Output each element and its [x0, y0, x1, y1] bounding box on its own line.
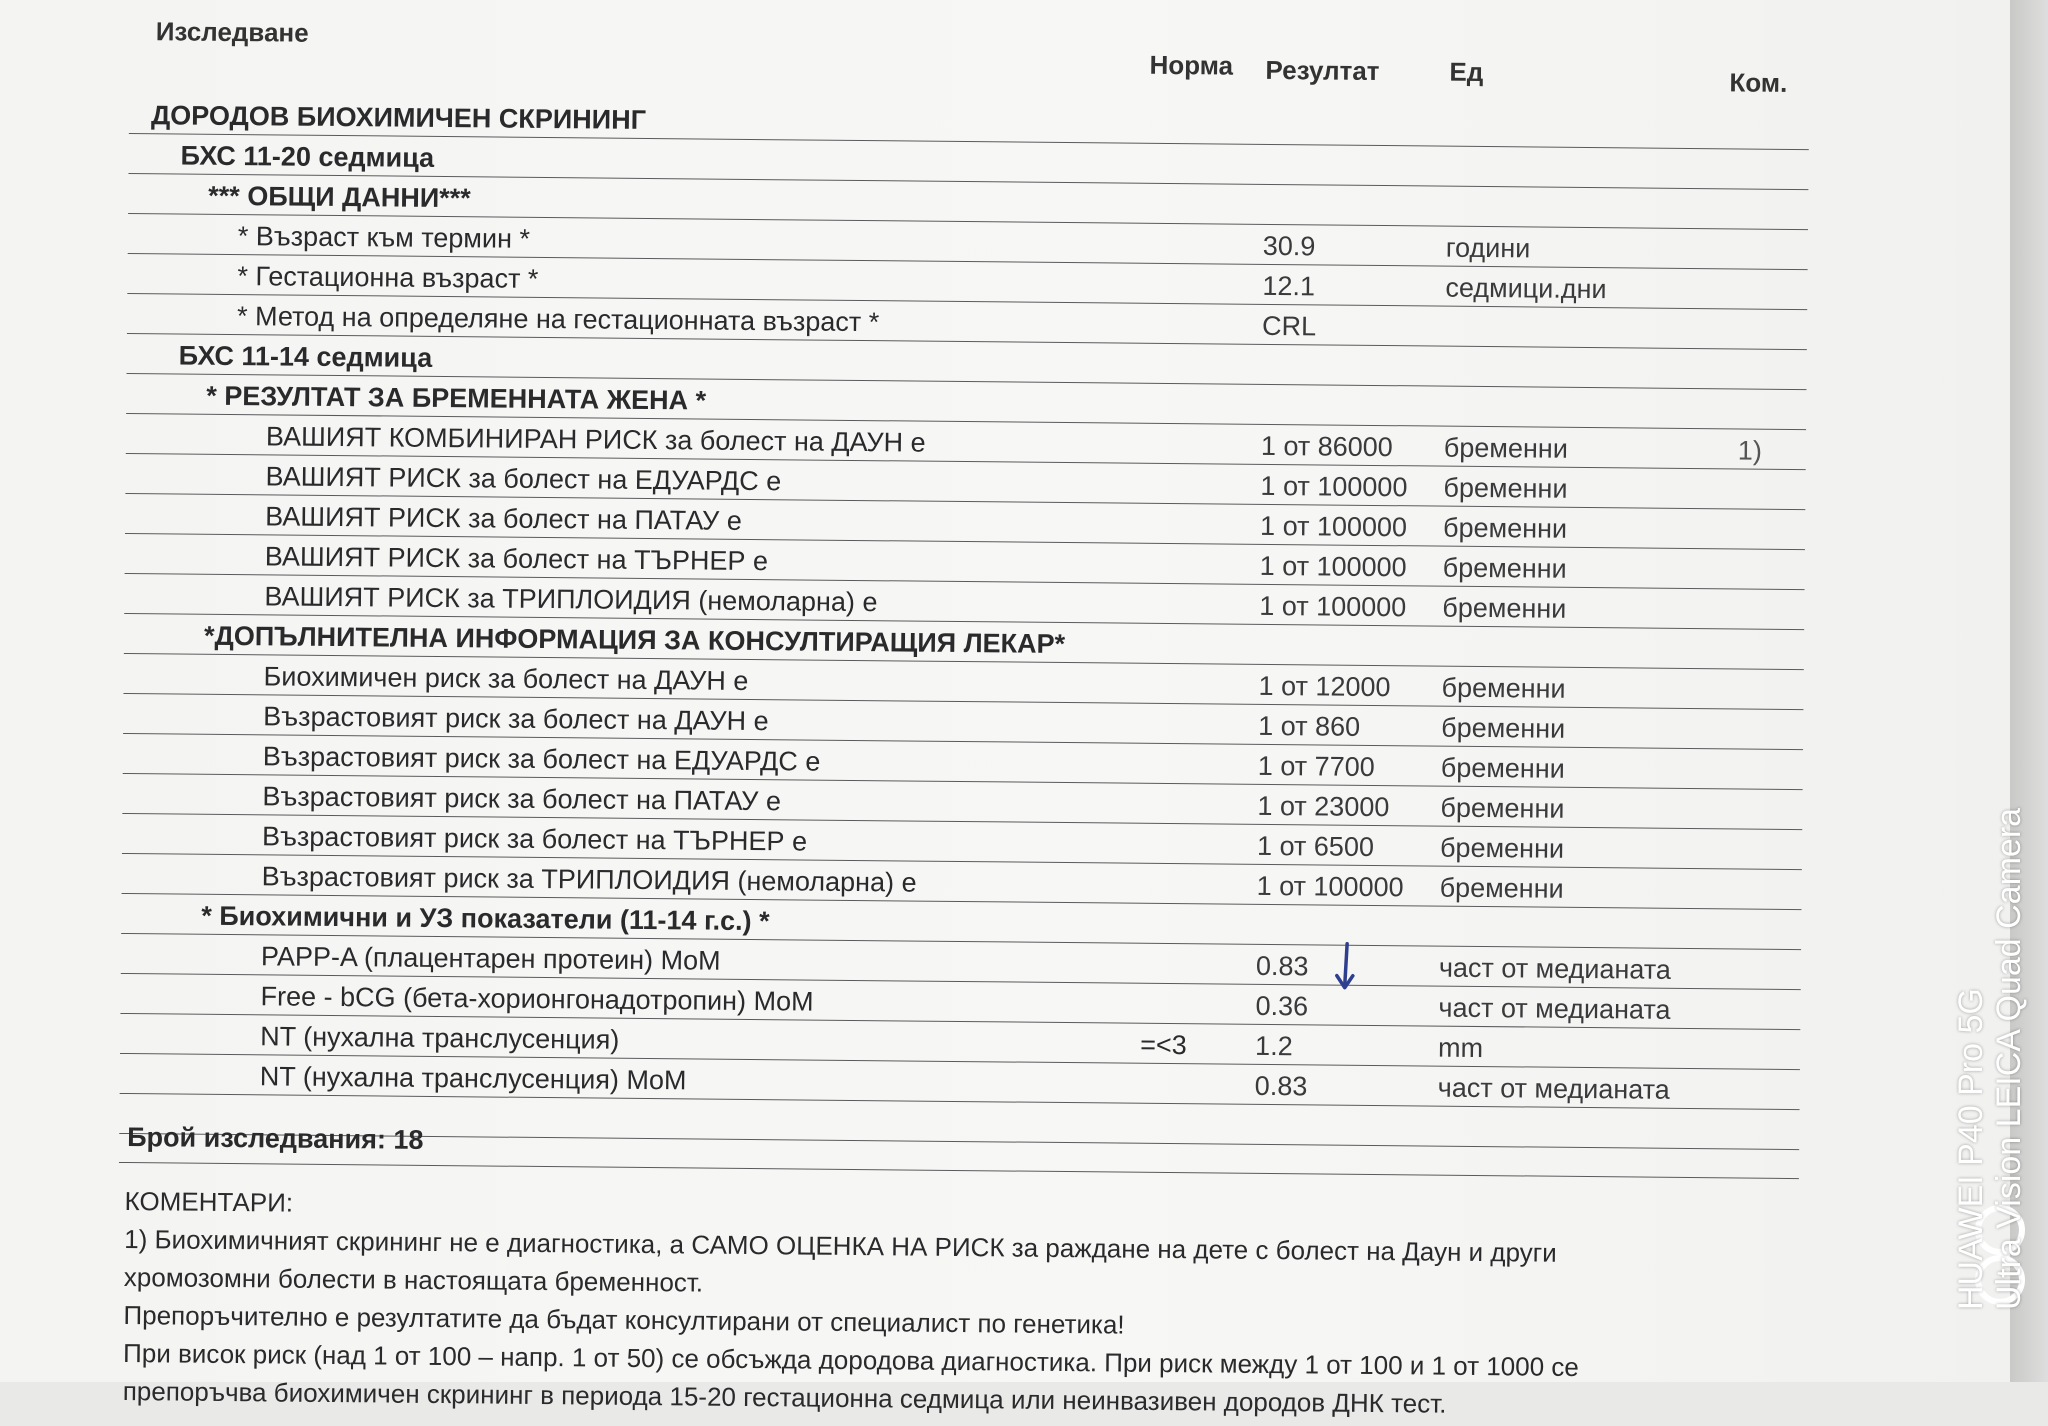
camera-watermark: [1952, 808, 2028, 1310]
row-result: 1 от 100000: [1259, 510, 1408, 543]
row-label: * Метод на определяне на гестационната възраст *: [236, 301, 880, 338]
row-unit: бременни: [1442, 512, 1568, 544]
row-label: ВАШИЯТ РИСК за болест на ПАТАУ е: [265, 501, 742, 536]
row-label: NT (нухална транслусенция) MoM: [259, 1061, 687, 1096]
row-unit: седмици.дни: [1445, 272, 1607, 305]
row-unit: бременни: [1443, 472, 1568, 504]
row-unit: бременни: [1443, 432, 1569, 464]
row-label: БХС 11-14 седмица: [178, 340, 433, 373]
row-result: 1 от 100000: [1256, 870, 1404, 903]
row-label: Възрастовият риск за болест на ТЪРНЕР е: [261, 821, 808, 857]
row-unit: бременни: [1440, 752, 1565, 784]
row-unit: mm: [1437, 1032, 1484, 1064]
row-unit: част от медианата: [1438, 952, 1672, 985]
row-label: Възрастовият риск за болест на ДАУН е: [263, 701, 769, 737]
row-result: 1 от 7700: [1257, 750, 1375, 782]
row-label: Биохимичен риск за болест на ДАУН е: [263, 661, 749, 696]
row-result: 1 от 86000: [1260, 430, 1393, 463]
row-result: 1.2: [1255, 1030, 1293, 1062]
row-label: *** ОБЩИ ДАННИ***: [208, 180, 471, 214]
col-header-norm: Норма: [1149, 49, 1234, 81]
study-count: Брой изследвания: 18: [127, 1122, 424, 1155]
row-result: 12.1: [1262, 270, 1316, 302]
row-result: 1 от 860: [1258, 710, 1361, 742]
row-result: 0.83: [1255, 950, 1309, 982]
row-unit: години: [1445, 232, 1531, 264]
row-label: БХС 11-20 седмица: [180, 140, 435, 173]
row-label: *ДОПЪЛНИТЕЛНА ИНФОРМАЦИЯ ЗА КОНСУЛТИРАЩИЯ ЛЕКАР*: [203, 620, 1066, 660]
divider: [119, 1162, 1799, 1179]
row-unit: бременни: [1439, 872, 1564, 904]
comment-paragraph: Препоръчително е резултатите да бъдат консултирани от специалист по генетика!: [123, 1299, 1125, 1340]
row-result: 0.36: [1255, 990, 1309, 1022]
row-label: * Възраст към термин *: [237, 221, 531, 254]
row-unit: част от медианата: [1437, 1072, 1670, 1105]
row-label: Free - bCG (бета-хорионгонадотропин) MoM: [260, 981, 814, 1017]
row-label: ВАШИЯТ КОМБИНИРАН РИСК за болест на ДАУН е: [265, 421, 926, 458]
watermark-line: HUAWEI P40 Pro 5G: [1952, 988, 1990, 1310]
col-header-unit: Ед: [1449, 56, 1484, 87]
col-header-study: Изследване: [155, 16, 309, 48]
comment-paragraph: препоръчва биохимичен скрининг в периода 15-20 гестационна седмица или неинвазивен дородов ДНК тест.: [122, 1375, 1447, 1419]
row-unit: бременни: [1441, 712, 1566, 744]
row-result: CRL: [1261, 310, 1317, 342]
row-result: 1 от 6500: [1256, 830, 1375, 862]
row-label: ДОРОДОВ БИОХИМИЧЕН СКРИНИНГ: [150, 100, 647, 135]
col-header-comment: Ком.: [1729, 67, 1788, 98]
watermark-line: Ultra Vision LEICA Quad Camera: [1990, 807, 2028, 1310]
row-label: Възрастовият риск за болест на ЕДУАРДС е: [262, 741, 821, 777]
comments-title: КОМЕНТАРИ:: [124, 1186, 294, 1218]
comments-section: [123, 1182, 1765, 1426]
row-label: Възрастовият риск за ТРИПЛОИДИЯ (немоларна) е: [261, 861, 917, 898]
row-comment: 1): [1737, 435, 1763, 466]
comment-paragraph: 1) Биохимичният скрининг не е диагностика, а САМО ОЦЕНКА НА РИСК за раждане на дете с болест на Даун и други: [124, 1224, 1557, 1268]
row-result: 0.83: [1254, 1070, 1308, 1102]
results-table: [119, 94, 1809, 1150]
row-norm: =<3: [1140, 1029, 1187, 1061]
col-header-result: Резултат: [1265, 54, 1380, 86]
row-label: ВАШИЯТ РИСК за ТРИПЛОИДИЯ (немоларна) е: [264, 581, 878, 618]
row-unit: бременни: [1441, 672, 1566, 704]
row-unit: бременни: [1442, 552, 1567, 584]
row-label: ВАШИЯТ РИСК за болест на ЕДУАРДС е: [265, 461, 782, 497]
row-result: 1 от 23000: [1257, 790, 1390, 823]
row-result: 1 от 100000: [1260, 470, 1408, 503]
row-result: 30.9: [1262, 230, 1316, 262]
row-unit: част от медианата: [1438, 992, 1671, 1025]
row-label: * РЕЗУЛТАТ ЗА БРЕМЕННАТА ЖЕНА *: [206, 380, 707, 416]
lab-report: [117, 14, 1810, 1419]
row-label: * Гестационна възраст *: [237, 261, 539, 294]
row-result: 1 от 12000: [1258, 670, 1391, 703]
row-label: * Биохимични и УЗ показатели (11-14 г.с.) *: [201, 900, 770, 937]
row-result: 1 от 100000: [1259, 590, 1407, 623]
row-unit: бременни: [1442, 592, 1567, 624]
handwritten-down-arrow-icon: [1333, 942, 1360, 996]
row-result: 1 от 100000: [1259, 550, 1407, 583]
row-unit: бременни: [1439, 832, 1565, 864]
row-label: NT (нухална транслусенция): [260, 1021, 620, 1055]
row-label: ВАШИЯТ РИСК за болест на ТЪРНЕР е: [264, 541, 769, 577]
comment-paragraph: хромозомни болести в настоящата бременност.: [123, 1262, 704, 1298]
row-label: PAPP-A (плацентарен протеин) MoM: [260, 941, 721, 976]
row-label: Възрастовият риск за болест на ПАТАУ е: [262, 781, 782, 817]
row-unit: бременни: [1440, 792, 1565, 824]
comment-paragraph: При висок риск (над 1 от 100 – напр. 1 от 50) се обсъжда дородова диагностика. При риск между 1 от 100 и 1 от 1000 се: [123, 1337, 1579, 1382]
